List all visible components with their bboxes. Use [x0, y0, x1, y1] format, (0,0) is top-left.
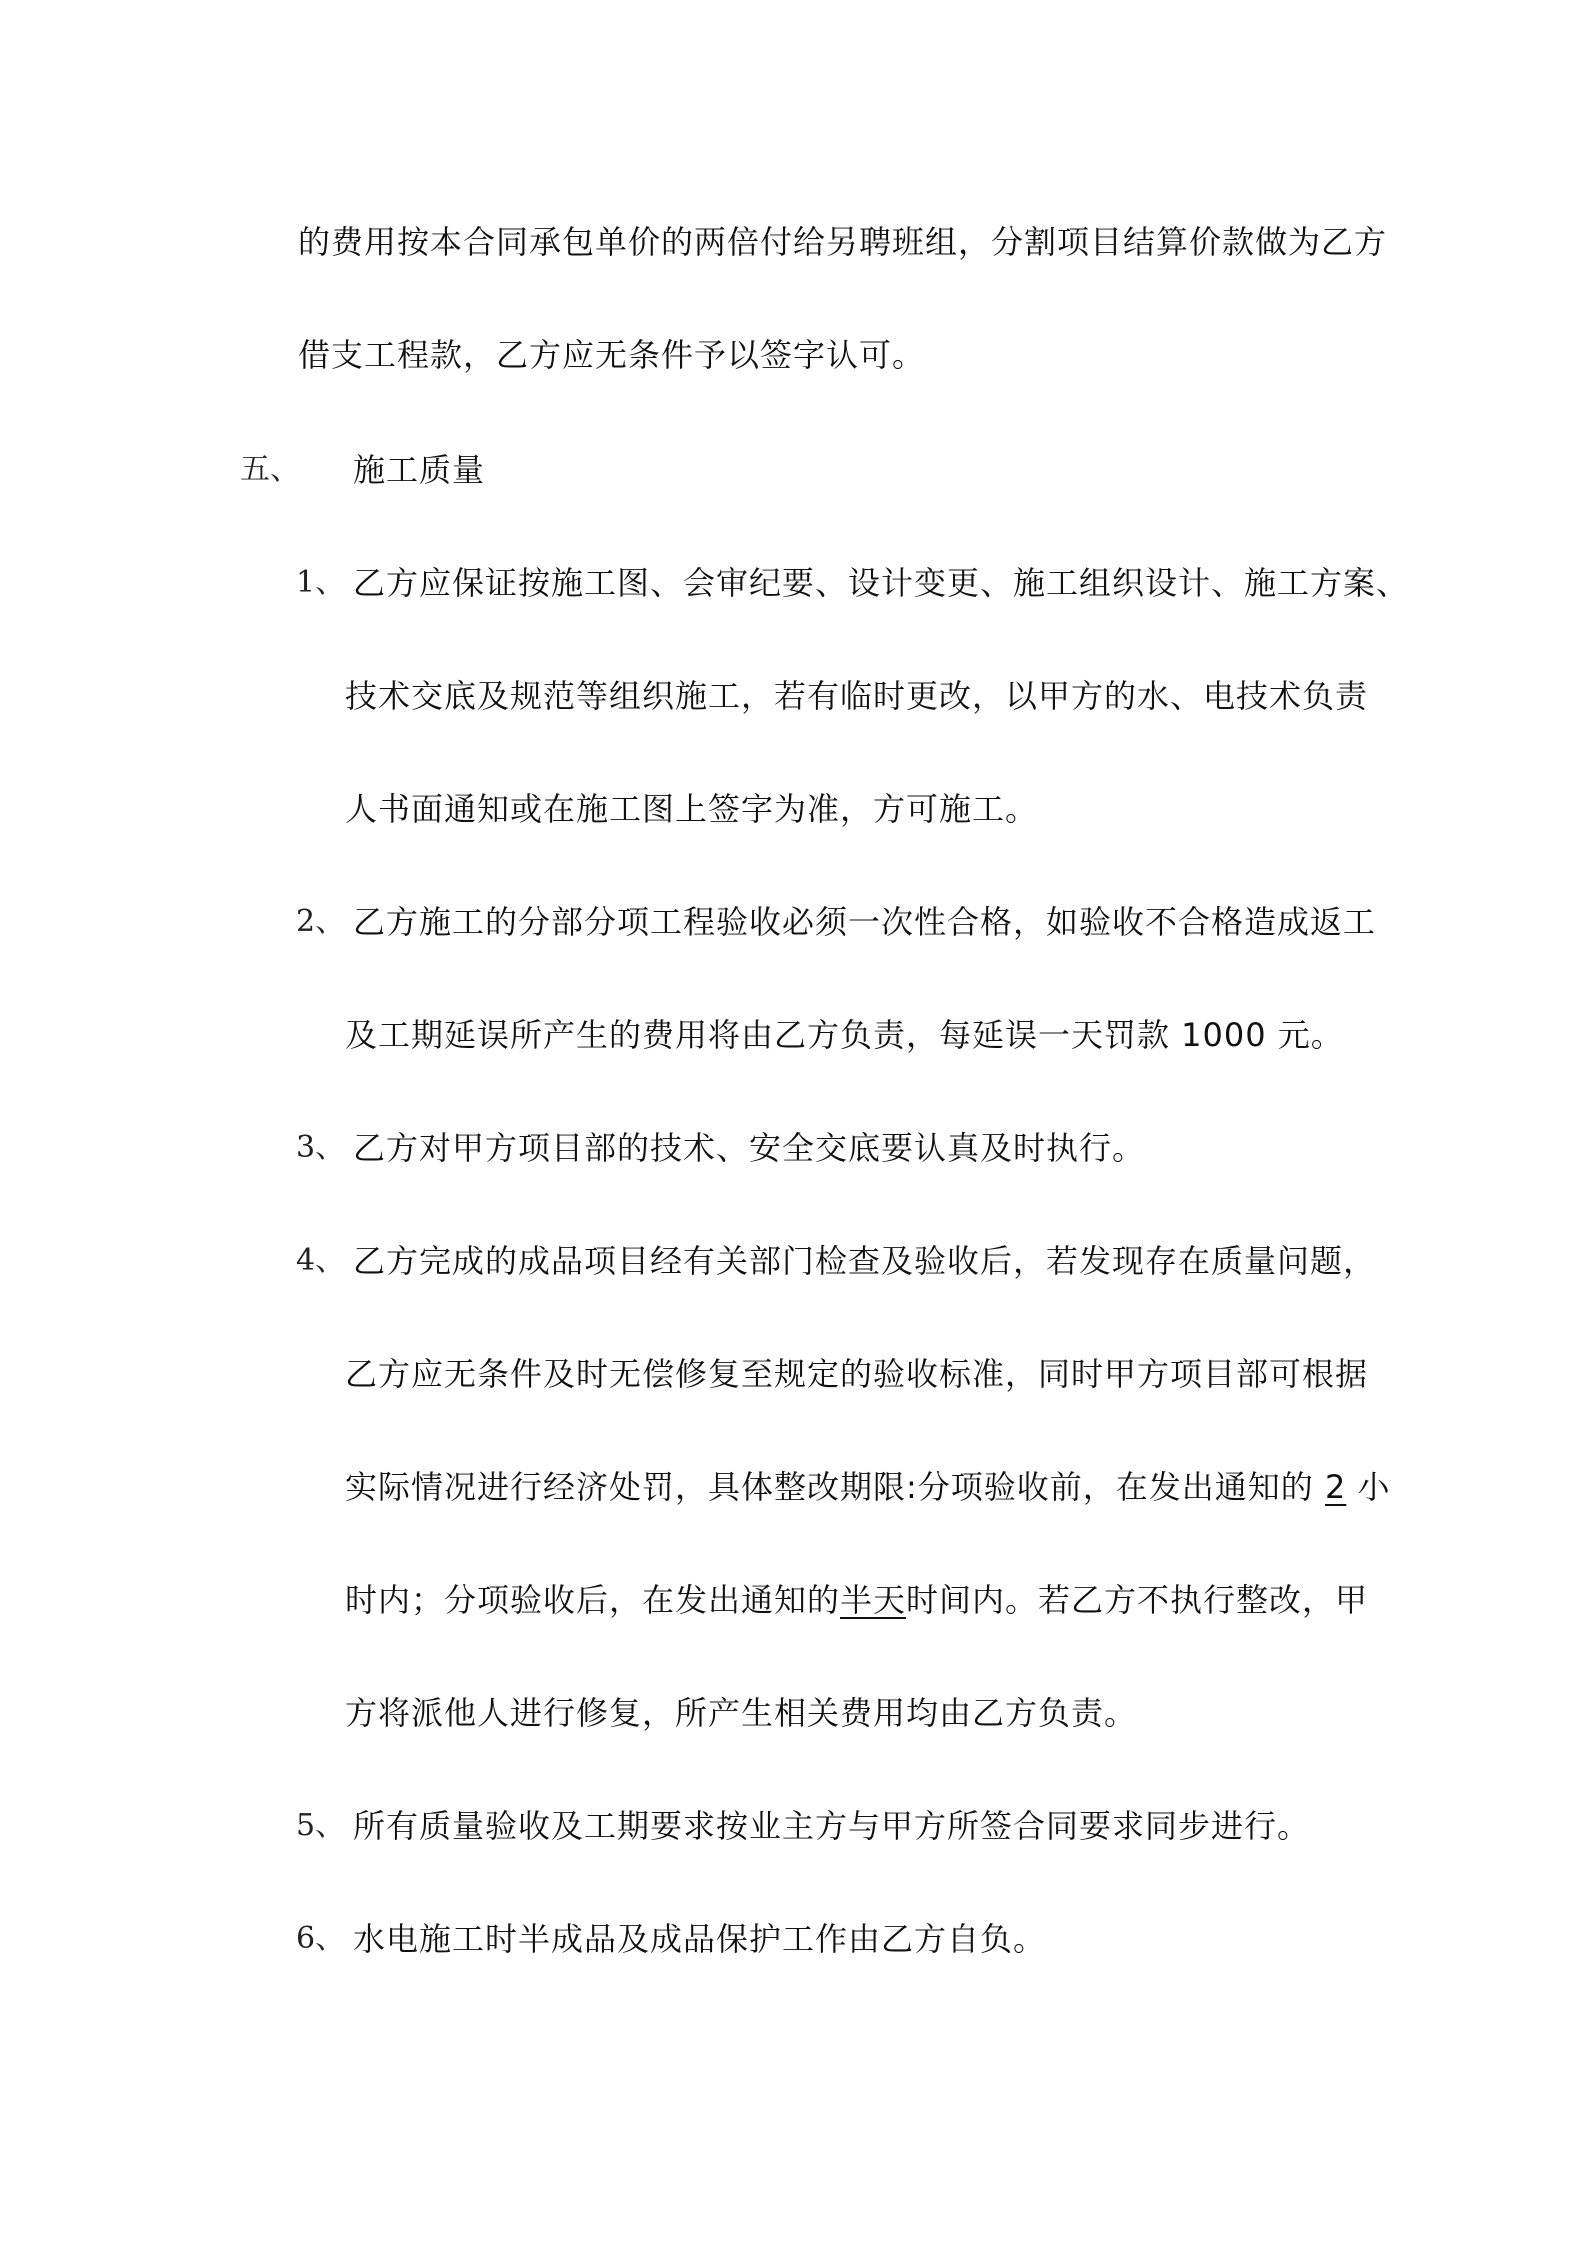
item-4-line-3 — [345, 1467, 1391, 1507]
deadline-hours-value: 2 — [1324, 1468, 1347, 1506]
section-number: 五、 — [240, 452, 300, 487]
item-2-line-2: 及工期延误所产生的费用将由乙方负责，每延误一天罚款 1000 元。 — [345, 1016, 1344, 1054]
item-4-line-3-text: 实际情况进行经济处罚，具体整改期限:分项验收前，在发出通知的 — [345, 1468, 1325, 1506]
item-4-line-2: 乙方应无条件及时无偿修复至规定的验收标准，同时甲方项目部可根据 — [345, 1355, 1369, 1393]
item-1-number: 1、 — [296, 565, 346, 600]
item-1-line-3: 人书面通知或在施工图上签字为准，方可施工。 — [345, 790, 1039, 828]
item-4-line-4-tail: 时间内。若乙方不执行整改，甲 — [906, 1581, 1369, 1619]
item-6-line-1: 水电施工时半成品及成品保护工作由乙方自负。 — [353, 1920, 1047, 1958]
item-1-line-2: 技术交底及规范等组织施工，若有临时更改，以甲方的水、电技术负责 — [345, 677, 1369, 715]
item-5-number: 5、 — [296, 1808, 346, 1843]
item-4-line-4 — [345, 1580, 1368, 1620]
item-4-line-5: 方将派他人进行修复，所产生相关费用均由乙方负责。 — [345, 1694, 1138, 1732]
item-4-line-4-text: 时内；分项验收后，在发出通知的 — [345, 1581, 841, 1619]
item-5-line-1: 所有质量验收及工期要求按业主方与甲方所签合同要求同步进行。 — [353, 1807, 1311, 1845]
item-4-line-1: 乙方完成的成品项目经有关部门检查及验收后，若发现存在质量问题， — [353, 1242, 1377, 1280]
section-title: 施工质量 — [353, 451, 486, 489]
item-4-number: 4、 — [296, 1243, 346, 1278]
deadline-half-day-value: 半天 — [840, 1581, 907, 1619]
item-6-number: 6、 — [296, 1921, 346, 1956]
continuation-line-2: 借支工程款，乙方应无条件予以签字认可。 — [298, 336, 926, 374]
item-3-line-1: 乙方对甲方项目部的技术、安全交底要认真及时执行。 — [353, 1129, 1146, 1167]
item-2-line-1: 乙方施工的分部分项工程验收必须一次性合格，如验收不合格造成返工 — [353, 903, 1377, 941]
item-3-number: 3、 — [296, 1130, 346, 1165]
item-1-line-1: 乙方应保证按施工图、会审纪要、设计变更、施工组织设计、施工方案、 — [353, 564, 1410, 602]
continuation-line-1: 的费用按本合同承包单价的两倍付给另聘班组，分割项目结算价款做为乙方 — [298, 223, 1388, 261]
item-4-line-3-tail: 小 — [1346, 1468, 1391, 1506]
item-2-number: 2、 — [296, 904, 346, 939]
